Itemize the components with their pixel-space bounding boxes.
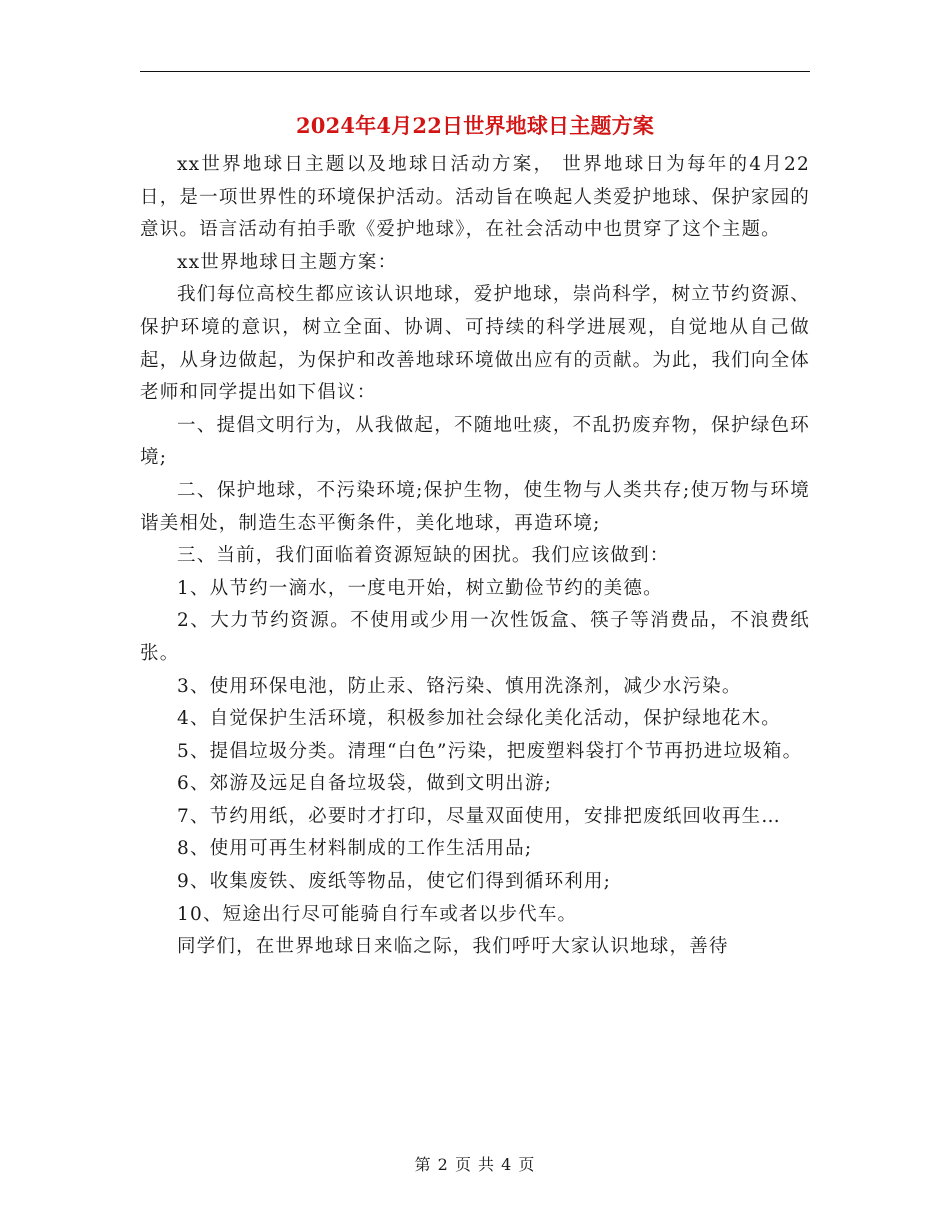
paragraph-closing: 同学们，在世界地球日来临之际，我们呼吁大家认识地球，善待	[177, 936, 729, 958]
list-item-3: 3、使用环保电池，防止汞、铬污染、慎用洗涤剂，减少水污染。	[177, 675, 742, 697]
list-item-10: 10、短途出行尽可能骑自行车或者以步代车。	[177, 903, 578, 925]
paragraph-item-3: 三、当前，我们面临着资源短缺的困扰。我们应该做到：	[177, 545, 670, 567]
list-item-6: 6、郊游及远足自备垃圾袋，做到文明出游;	[177, 773, 553, 795]
page-footer: 第 2 页 共 4 页	[414, 1155, 536, 1174]
list-item-4: 4、自觉保护生活环境，积极参加社会绿化美化活动，保护绿地花木。	[177, 708, 781, 730]
document-body	[140, 149, 810, 964]
list-item-1: 1、从节约一滴水，一度电开始，树立勤俭节约的美德。	[177, 577, 663, 599]
list-item-2: 2、大力节约资源。不使用或少用一次性饭盒、筷子等消费品，不浪费纸张。	[140, 610, 810, 664]
paragraph-item-2: 二、保护地球，不污染环境;保护生物，使生物与人类共存;使万物与环境谐美相处，制造生态平衡条件，美化地球，再造环境;	[140, 479, 810, 534]
list-item-8: 8、使用可再生材料制成的工作生活用品;	[177, 838, 533, 860]
list-item-7: 7、节约用纸，必要时才打印，尽量双面使用，安排把废纸回收再生…	[177, 805, 781, 827]
paragraph-proposal: 我们每位高校生都应该认识地球，爱护地球，崇尚科学，树立节约资源、保护环境的意识，树立全面、协调、可持续的科学进展观，自觉地从自己做起，从身边做起，为保护和改善地球环境做出应有的贡献。为此，我们向全体老师和同学提出如下倡议：	[140, 284, 810, 404]
list-item-9: 9、收集废铁、废纸等物品，使它们得到循环利用;	[177, 871, 612, 893]
paragraph-plan-heading: xx世界地球日主题方案：	[177, 251, 398, 273]
header-rule	[140, 71, 810, 72]
paragraph-intro: xx世界地球日主题以及地球日活动方案， 世界地球日为每年的4月22日，是一项世界性的环境保护活动。活动旨在唤起人类爱护地球、保护家园的意识。语言活动有拍手歌《爱护地球》，在社会活动中也贯穿了这个主题。	[140, 154, 810, 241]
list-item-5: 5、提倡垃圾分类。清理“白色”污染，把废塑料袋打个节再扔进垃圾箱。	[177, 740, 803, 762]
paragraph-item-1: 一、提倡文明行为，从我做起，不随地吐痰，不乱扔废弃物，保护绿色环境;	[140, 414, 810, 469]
document-title: 2024年4月22日世界地球日主题方案	[295, 113, 655, 138]
